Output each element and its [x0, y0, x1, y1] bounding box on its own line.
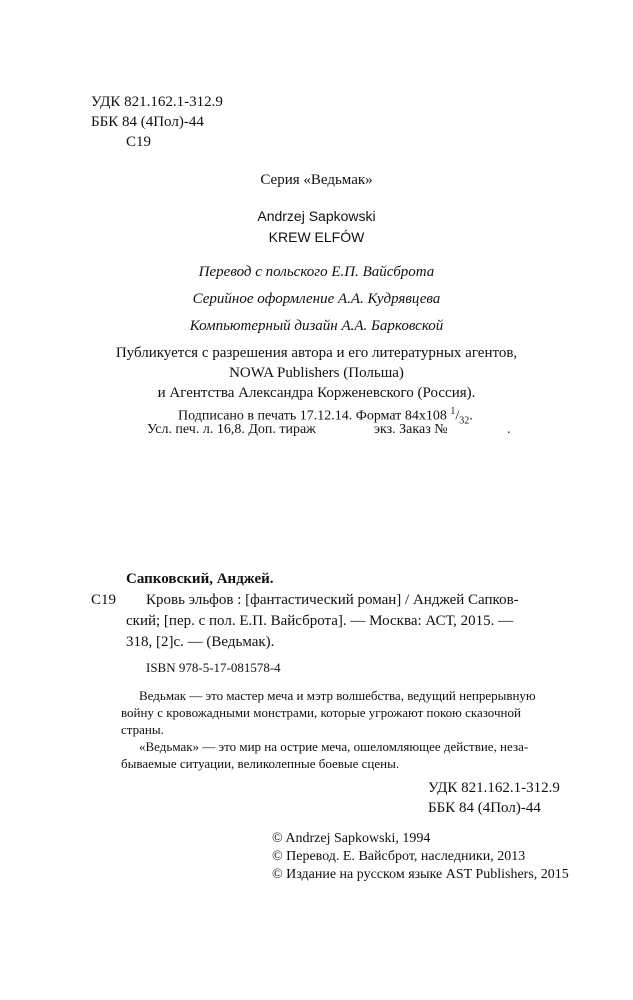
author-mark: С19 — [126, 134, 152, 150]
isbn: ISBN 978-5-17-081578-4 — [146, 660, 281, 675]
original-title: KREW ELFÓW — [268, 229, 365, 245]
permission-line-2: NOWA Publishers (Польша) — [229, 365, 404, 381]
format-separator: / — [455, 408, 460, 424]
copyright-translation: © Перевод. Е. Вайсброт, наследники, 2013 — [272, 849, 526, 864]
permission-line-1: Публикуется с разрешения автора и его литературных агентов, — [115, 345, 518, 361]
bottom-bbk-code: ББК 84 (4Пол)-44 — [428, 800, 541, 816]
biblio-line-2: ский; [пер. с пол. Е.П. Вайсброта]. — Москва: АСТ, 2015. — — [126, 613, 514, 629]
annotation-p1-line-1: Ведьмак — это мастер меча и мэтр волшебства, ведущий непрерывную — [139, 688, 536, 703]
series-design-credit: Серийное оформление А.А. Кудрявцева — [192, 291, 441, 307]
biblio-mark: С19 — [91, 592, 117, 608]
annotation-p2-line-2: бываемые ситуации, великолепные боевые сцены. — [121, 756, 400, 771]
computer-design-credit: Компьютерный дизайн А.А. Барковской — [189, 318, 444, 334]
print-info-end: . — [507, 422, 511, 437]
biblio-line-1: Кровь эльфов : [фантастический роман] / Анджей Сапков- — [146, 592, 519, 608]
permission-line-3: и Агентства Александра Корженевского (Россия). — [157, 385, 476, 401]
annotation-p2-line-1: «Ведьмак» — это мир на острие меча, ошеломляющее действие, неза- — [139, 739, 529, 754]
copyright-author: © Andrzej Sapkowski, 1994 — [272, 831, 431, 846]
biblio-heading: Сапковский, Анджей. — [126, 571, 274, 587]
original-author: Andrzej Sapkowski — [257, 208, 376, 224]
translator-credit: Перевод с польского Е.П. Вайсброта — [198, 264, 435, 280]
udk-code: УДК 821.162.1-312.9 — [91, 94, 223, 110]
annotation-p1-line-3: страны. — [121, 722, 164, 737]
bbk-code: ББК 84 (4Пол)-44 — [91, 114, 204, 130]
print-info-sheets: Усл. печ. л. 16,8. Доп. тираж — [147, 422, 316, 437]
format-numerator: 1 — [450, 406, 456, 417]
print-signed-text: Подписано в печать 17.12.14. Формат 84х108 — [178, 408, 451, 424]
format-end: . — [469, 408, 473, 424]
series-title: Серия «Ведьмак» — [260, 172, 373, 188]
copyright-edition: © Издание на русском языке AST Publishers, 2015 — [272, 867, 569, 882]
print-info-order: экз. Заказ № — [374, 422, 448, 437]
bottom-udk-code: УДК 821.162.1-312.9 — [428, 780, 560, 796]
format-denominator: 32 — [459, 415, 470, 427]
annotation-p1-line-2: войну с кровожадными монстрами, которые угрожают покою сказочной — [121, 705, 521, 720]
biblio-line-3: 318, [2]с. — (Ведьмак). — [126, 634, 275, 650]
